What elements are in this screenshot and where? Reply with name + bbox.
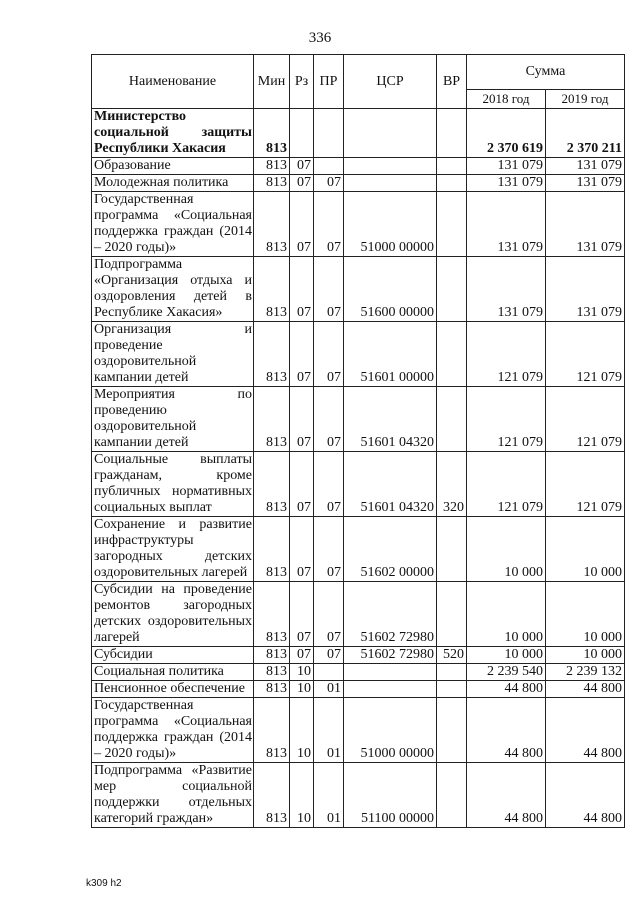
- cell-rz: 07: [290, 158, 314, 175]
- table-row: [92, 158, 625, 175]
- cell-sum-2019: 2 370 211: [546, 109, 625, 158]
- cell-sum-2018: 44 800: [467, 698, 546, 763]
- cell-sum-2019: 121 079: [546, 452, 625, 517]
- cell-min: 813: [254, 387, 290, 452]
- table-row: [92, 387, 625, 452]
- cell-sum-2019: 2 239 132: [546, 664, 625, 681]
- cell-vr: [437, 387, 467, 452]
- cell-csr: 51000 00000: [344, 192, 437, 257]
- cell-pr: 07: [314, 322, 344, 387]
- cell-sum-2019: 131 079: [546, 257, 625, 322]
- cell-pr: 01: [314, 763, 344, 828]
- cell-min: 813: [254, 647, 290, 664]
- cell-sum-2019: 131 079: [546, 158, 625, 175]
- cell-min: 813: [254, 158, 290, 175]
- cell-sum-2018: 131 079: [467, 175, 546, 192]
- cell-pr: 01: [314, 698, 344, 763]
- header-rz: Рз: [290, 55, 314, 109]
- header-vr: ВР: [437, 55, 467, 109]
- header-sum: Сумма: [467, 55, 625, 90]
- table-row: [92, 257, 625, 322]
- table-row: [92, 452, 625, 517]
- cell-min: 813: [254, 452, 290, 517]
- cell-sum-2018: 131 079: [467, 158, 546, 175]
- table-row: [92, 175, 625, 192]
- cell-name: Государственная программа «Социальная поддержка граждан (2014 – 2020 годы)»: [92, 192, 254, 257]
- cell-vr: [437, 698, 467, 763]
- cell-csr: 51601 04320: [344, 452, 437, 517]
- cell-sum-2019: 131 079: [546, 175, 625, 192]
- cell-name: Социальная политика: [92, 664, 254, 681]
- cell-rz: 07: [290, 647, 314, 664]
- cell-name: Молодежная политика: [92, 175, 254, 192]
- cell-name: Социальные выплаты гражданам, кроме публичных нормативных социальных выплат: [92, 452, 254, 517]
- page-number: 336: [308, 30, 332, 46]
- table-row: [92, 664, 625, 681]
- cell-csr: 51602 72980: [344, 582, 437, 647]
- cell-csr: [344, 109, 437, 158]
- cell-sum-2018: 2 239 540: [467, 664, 546, 681]
- cell-sum-2019: 10 000: [546, 517, 625, 582]
- cell-min: 813: [254, 109, 290, 158]
- cell-name: Министерство социальной защиты Республики Хакасия: [92, 109, 254, 158]
- header-year-2019: 2019 год: [546, 90, 625, 109]
- cell-vr: [437, 158, 467, 175]
- header-csr: ЦСР: [344, 55, 437, 109]
- cell-min: 813: [254, 257, 290, 322]
- cell-rz: 10: [290, 763, 314, 828]
- cell-sum-2018: 44 800: [467, 763, 546, 828]
- cell-pr: 07: [314, 192, 344, 257]
- cell-pr: 07: [314, 582, 344, 647]
- cell-name: Государственная программа «Социальная поддержка граждан (2014 – 2020 годы)»: [92, 698, 254, 763]
- cell-vr: [437, 192, 467, 257]
- cell-pr: [314, 158, 344, 175]
- cell-pr: 07: [314, 452, 344, 517]
- table-row: [92, 192, 625, 257]
- cell-csr: [344, 664, 437, 681]
- cell-rz: 07: [290, 452, 314, 517]
- cell-pr: [314, 109, 344, 158]
- cell-name: Пенсионное обеспечение: [92, 681, 254, 698]
- cell-pr: 07: [314, 175, 344, 192]
- cell-sum-2018: 121 079: [467, 452, 546, 517]
- cell-csr: 51601 04320: [344, 387, 437, 452]
- cell-csr: 51600 00000: [344, 257, 437, 322]
- cell-pr: 07: [314, 517, 344, 582]
- cell-pr: 07: [314, 257, 344, 322]
- table-row: [92, 109, 625, 158]
- cell-min: 813: [254, 698, 290, 763]
- cell-sum-2018: 10 000: [467, 582, 546, 647]
- header-min: Мин: [254, 55, 290, 109]
- cell-rz: 07: [290, 257, 314, 322]
- cell-min: 813: [254, 664, 290, 681]
- cell-sum-2019: 44 800: [546, 763, 625, 828]
- table-row: [92, 681, 625, 698]
- cell-rz: 07: [290, 582, 314, 647]
- cell-rz: 07: [290, 387, 314, 452]
- cell-sum-2018: 121 079: [467, 387, 546, 452]
- table-row: [92, 582, 625, 647]
- budget-table: [91, 54, 625, 828]
- cell-sum-2019: 44 800: [546, 698, 625, 763]
- cell-sum-2018: 10 000: [467, 647, 546, 664]
- cell-rz: 07: [290, 175, 314, 192]
- table-row: [92, 647, 625, 664]
- cell-csr: 51601 00000: [344, 322, 437, 387]
- cell-name: Образование: [92, 158, 254, 175]
- table-body: [92, 109, 625, 828]
- cell-name: Сохранение и развитие инфраструктуры загородных детских оздоровительных лагерей: [92, 517, 254, 582]
- cell-rz: 10: [290, 681, 314, 698]
- cell-vr: [437, 517, 467, 582]
- cell-sum-2018: 2 370 619: [467, 109, 546, 158]
- cell-csr: 51000 00000: [344, 698, 437, 763]
- cell-vr: 320: [437, 452, 467, 517]
- cell-name: Подпрограмма «Организация отдыха и оздоровления детей в Республике Хакасия»: [92, 257, 254, 322]
- cell-min: 813: [254, 175, 290, 192]
- cell-vr: [437, 763, 467, 828]
- cell-sum-2018: 131 079: [467, 192, 546, 257]
- cell-sum-2019: 10 000: [546, 582, 625, 647]
- cell-min: 813: [254, 322, 290, 387]
- cell-name: Субсидии на проведение ремонтов загородных детских оздоровительных лагерей: [92, 582, 254, 647]
- cell-vr: [437, 681, 467, 698]
- cell-pr: 01: [314, 681, 344, 698]
- cell-min: 813: [254, 192, 290, 257]
- table-row: [92, 763, 625, 828]
- cell-pr: 07: [314, 387, 344, 452]
- cell-csr: [344, 158, 437, 175]
- cell-vr: [437, 664, 467, 681]
- cell-vr: [437, 109, 467, 158]
- cell-sum-2019: 131 079: [546, 192, 625, 257]
- cell-rz: 07: [290, 192, 314, 257]
- cell-vr: 520: [437, 647, 467, 664]
- cell-rz: [290, 109, 314, 158]
- table-row: [92, 517, 625, 582]
- cell-pr: [314, 664, 344, 681]
- cell-rz: 07: [290, 322, 314, 387]
- cell-sum-2019: 44 800: [546, 681, 625, 698]
- cell-sum-2018: 44 800: [467, 681, 546, 698]
- cell-pr: 07: [314, 647, 344, 664]
- cell-vr: [437, 322, 467, 387]
- cell-csr: 51100 00000: [344, 763, 437, 828]
- footer-code: k309 h2: [86, 878, 122, 889]
- cell-vr: [437, 582, 467, 647]
- cell-sum-2018: 131 079: [467, 257, 546, 322]
- header-year-2018: 2018 год: [467, 90, 546, 109]
- cell-min: 813: [254, 763, 290, 828]
- header-pr: ПР: [314, 55, 344, 109]
- cell-sum-2018: 121 079: [467, 322, 546, 387]
- table-row: [92, 322, 625, 387]
- cell-vr: [437, 257, 467, 322]
- cell-vr: [437, 175, 467, 192]
- cell-name: Субсидии: [92, 647, 254, 664]
- cell-name: Организация и проведение оздоровительной кампании детей: [92, 322, 254, 387]
- cell-sum-2019: 10 000: [546, 647, 625, 664]
- cell-rz: 07: [290, 517, 314, 582]
- cell-sum-2019: 121 079: [546, 387, 625, 452]
- cell-min: 813: [254, 517, 290, 582]
- cell-csr: [344, 681, 437, 698]
- cell-name: Подпрограмма «Развитие мер социальной поддержки отдельных категорий граждан»: [92, 763, 254, 828]
- cell-min: 813: [254, 582, 290, 647]
- cell-name: Мероприятия по проведению оздоровительной кампании детей: [92, 387, 254, 452]
- cell-csr: 51602 00000: [344, 517, 437, 582]
- cell-sum-2018: 10 000: [467, 517, 546, 582]
- cell-rz: 10: [290, 698, 314, 763]
- header-row: [92, 55, 625, 90]
- table-row: [92, 698, 625, 763]
- cell-min: 813: [254, 681, 290, 698]
- cell-rz: 10: [290, 664, 314, 681]
- cell-csr: 51602 72980: [344, 647, 437, 664]
- header-name: Наименование: [92, 55, 254, 109]
- cell-sum-2019: 121 079: [546, 322, 625, 387]
- cell-csr: [344, 175, 437, 192]
